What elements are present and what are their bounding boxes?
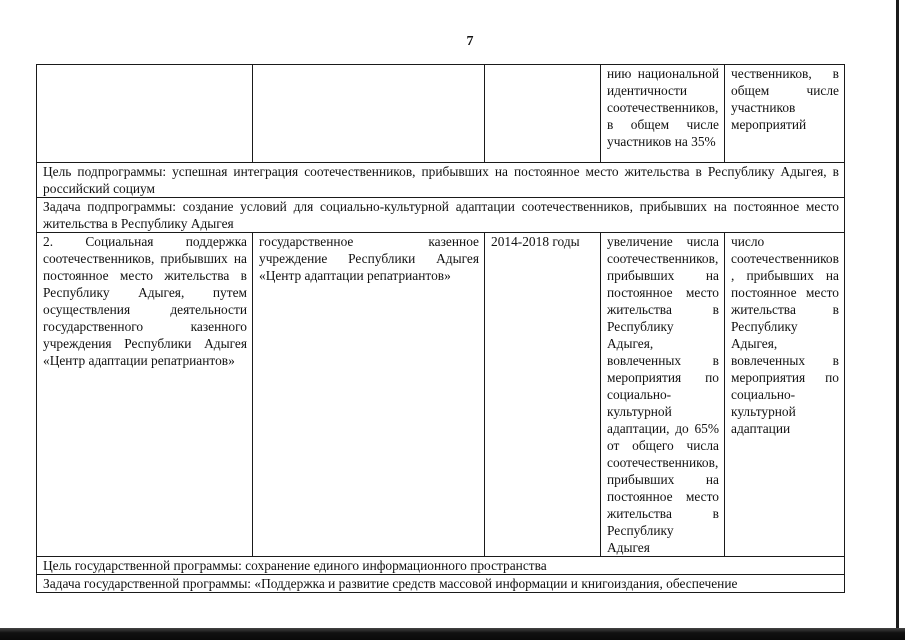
table-cell <box>253 65 485 163</box>
page-number: 7 <box>466 34 474 49</box>
table-row <box>37 233 845 557</box>
table-cell: чественников, в общем числе участников мероприятий <box>725 65 845 163</box>
subprogram-task: Задача подпрограммы: создание условий для социально-культурной адаптации соотечественников, прибывших на постоянное место жительства в Республику Адыгея <box>37 198 845 233</box>
table-row <box>37 575 845 593</box>
table-cell: нию национальной идентичности соотечественников, в общем числе участников на 35% <box>601 65 725 163</box>
table-cell: число соотечественников, прибывших на постоянное место жительства в Республику Адыгея, вовлеченных в мероприятия по социально-культурной адаптации <box>725 233 845 557</box>
table-row <box>37 65 845 163</box>
scan-edge-bottom <box>0 628 905 640</box>
subprogram-goal: Цель подпрограммы: успешная интеграция соотечественников, прибывших на постоянное место жительства в Республику Адыгея, в российский социум <box>37 163 845 198</box>
table-cell: государственное казенное учреждение Республики Адыгея «Центр адаптации репатриантов» <box>253 233 485 557</box>
table-row <box>37 198 845 233</box>
state-program-goal: Цель государственной программы: сохранение единого информационного пространства <box>37 557 845 575</box>
table-cell: увеличение числа соотечественников, прибывших на постоянное место жительства в Республику Адыгея, вовлеченных в мероприятия по социально-культурной адаптации, до 65% от общего числа соотечественников, прибывших на постоянное место жительства в Республику Адыгея <box>601 233 725 557</box>
table-row <box>37 557 845 575</box>
table-cell: 2014-2018 годы <box>485 233 601 557</box>
table-cell <box>37 65 253 163</box>
table-row <box>37 163 845 198</box>
state-program-task: Задача государственной программы: «Поддержка и развитие средств массовой информации и книгоиздания, обеспечение <box>37 575 845 593</box>
program-table <box>36 64 845 593</box>
scan-edge-right <box>896 0 899 640</box>
table-cell <box>485 65 601 163</box>
table-cell: 2. Социальная поддержка соотечественников, прибывших на постоянное место жительства в Республику Адыгея, путем осуществления деятельности государственного казенного учреждения Республики Адыгея «Центр адаптации репатриантов» <box>37 233 253 557</box>
